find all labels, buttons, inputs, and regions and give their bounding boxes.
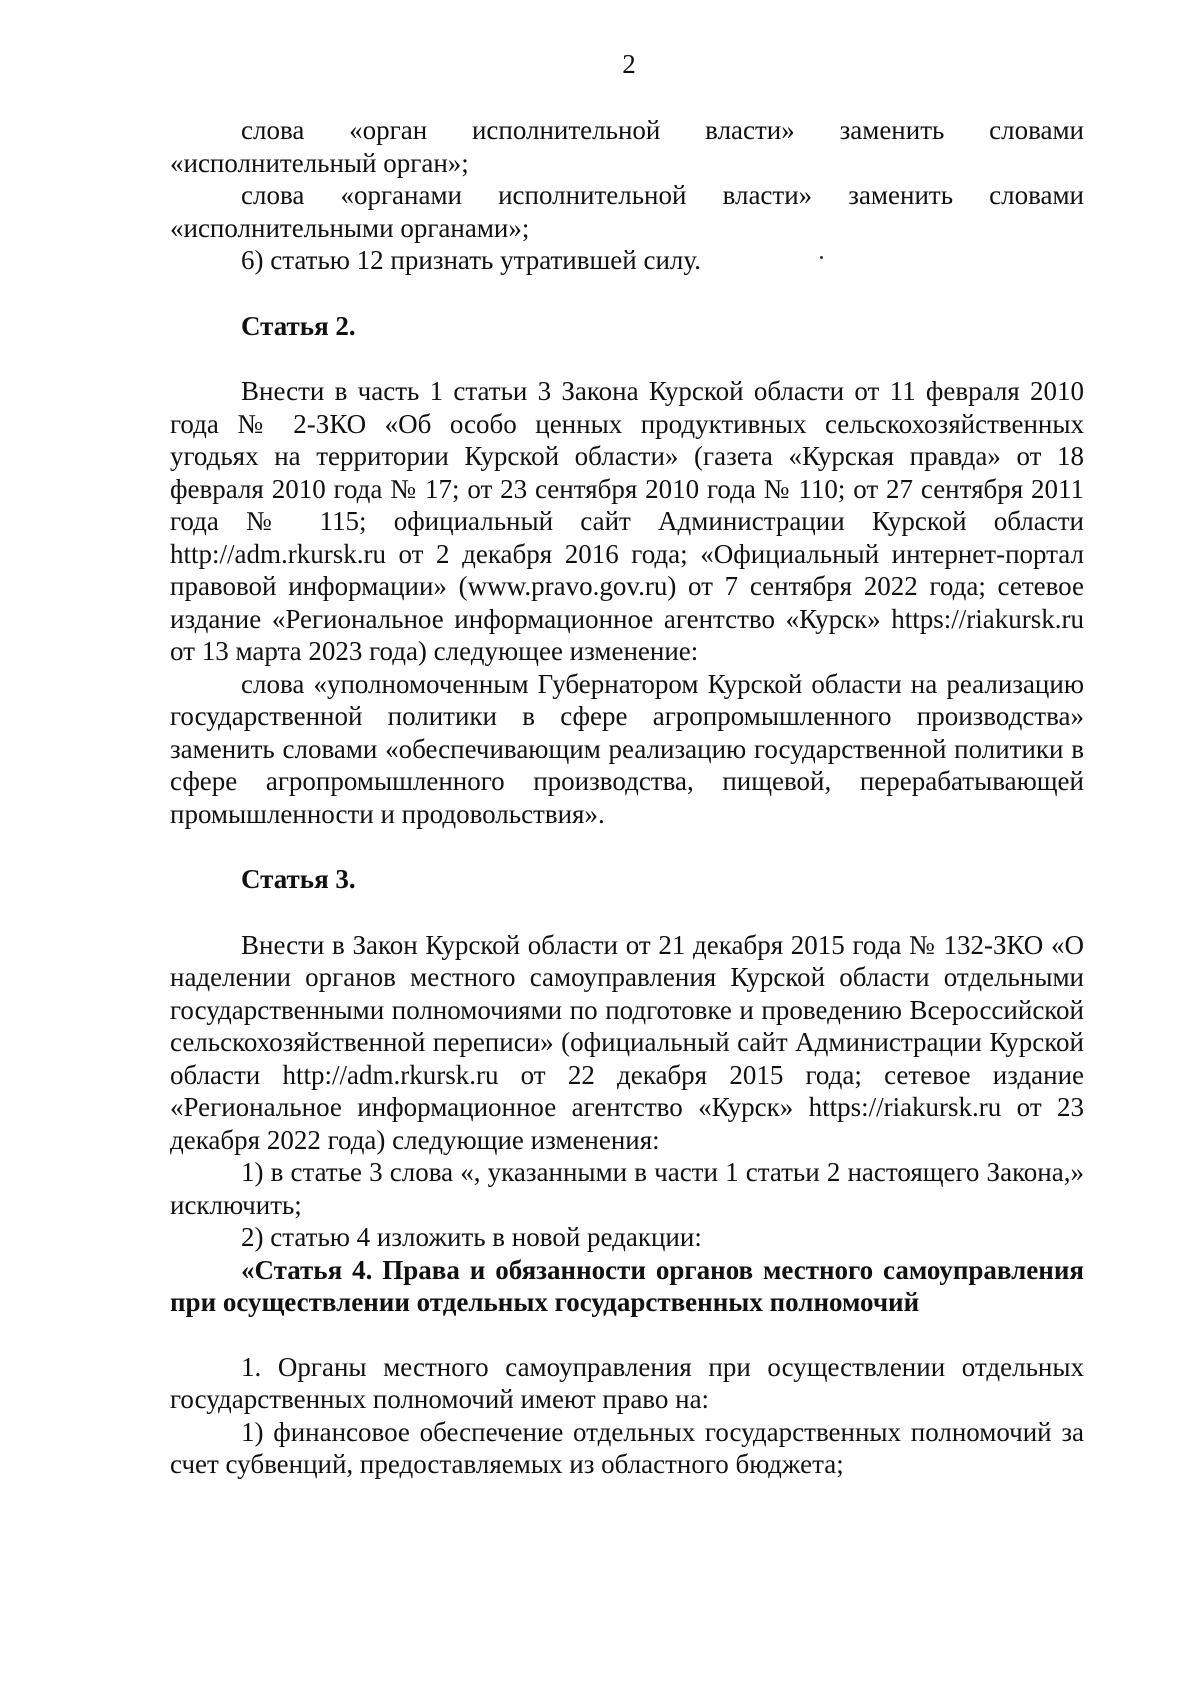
spacer bbox=[170, 830, 1084, 863]
document-body bbox=[170, 114, 1084, 1481]
paragraph-repeal-article-12: 6) статью 12 признать утратившей силу. bbox=[241, 245, 701, 275]
article-2-heading: Статья 2. bbox=[241, 310, 356, 341]
paragraph-replace-organ: слова «орган исполнительной власти» заменить словами «исполнительный орган»; bbox=[170, 115, 1084, 178]
article-3-paragraph-1: Внести в Закон Курской области от 21 декабря 2015 года № 132-ЗКО «О наделении органов местного самоуправления Курской области отдельными государственными полномочиями по подготовке и проведению Всероссийской сельскохозяйственной переписи» (официальный сайт Администрации Курской области http://adm.rkursk.ru от 22 декабря 2015 года; сетевое издание «Региональное информационное агентство «Курск» https://riakursk.ru от 23 декабря 2022 года) следующие изменения: bbox=[170, 929, 1084, 1155]
spacer bbox=[170, 342, 1084, 375]
paragraph-replace-organs: слова «органами исполнительной власти» заменить словами «исполнительными органами»; bbox=[170, 180, 1084, 243]
article-2-paragraph-1: Внести в часть 1 статьи 3 Закона Курской области от 11 февраля 2010 года № 2-ЗКО «Об особо ценных продуктивных сельскохозяйственных угодьях на территории Курской области» (газета «Курская правда» от 18 февраля 2010 года № 17; от 23 сентября 2010 года № 110; от 27 сентября 2011 года № 115; официальный сайт Администрации Курской области http://adm.rkursk.ru от 2 декабря 2016 года; «Официальный интернет-портал правовой информации» (www.pravo.gov.ru) от 7 сентября 2022 года; сетевое издание «Региональное информационное агентство «Курск» https://riakursk.ru от 13 марта 2023 года) следующее изменение: bbox=[170, 376, 1084, 666]
article-3-paragraph-3: 2) статью 4 изложить в новой редакции: bbox=[241, 1222, 702, 1252]
article-4-point-1: 1. Органы местного самоуправления при осуществлении отдельных государственных полномочий имеют право на: bbox=[170, 1351, 1084, 1414]
article-4-subpoint-1: 1) финансовое обеспечение отдельных государственных полномочий за счет субвенций, предоставляемых из областного бюджета; bbox=[170, 1416, 1084, 1479]
spacer bbox=[170, 896, 1084, 929]
quoted-article-4-heading: «Статья 4. Права и обязанности органов местного самоуправления при осуществлении отдельных государственных полномочий bbox=[170, 1254, 1084, 1317]
article-3-paragraph-2: 1) в статье 3 слова «, указанными в части 1 статьи 2 настоящего Закона,» исключить; bbox=[170, 1157, 1084, 1220]
page-number: 2 bbox=[622, 49, 636, 79]
article-2-paragraph-2: слова «уполномоченным Губернатором Курской области на реализацию государственной политики в сфере агропромышленного производства» заменить словами «обеспечивающим реализацию государственной политики в сфере агропромышленного производства, пищевой, перерабатывающей промышленности и продовольствия». bbox=[170, 668, 1084, 829]
article-3-heading: Статья 3. bbox=[241, 864, 356, 894]
spacer bbox=[170, 277, 1084, 310]
spacer bbox=[170, 1319, 1084, 1351]
